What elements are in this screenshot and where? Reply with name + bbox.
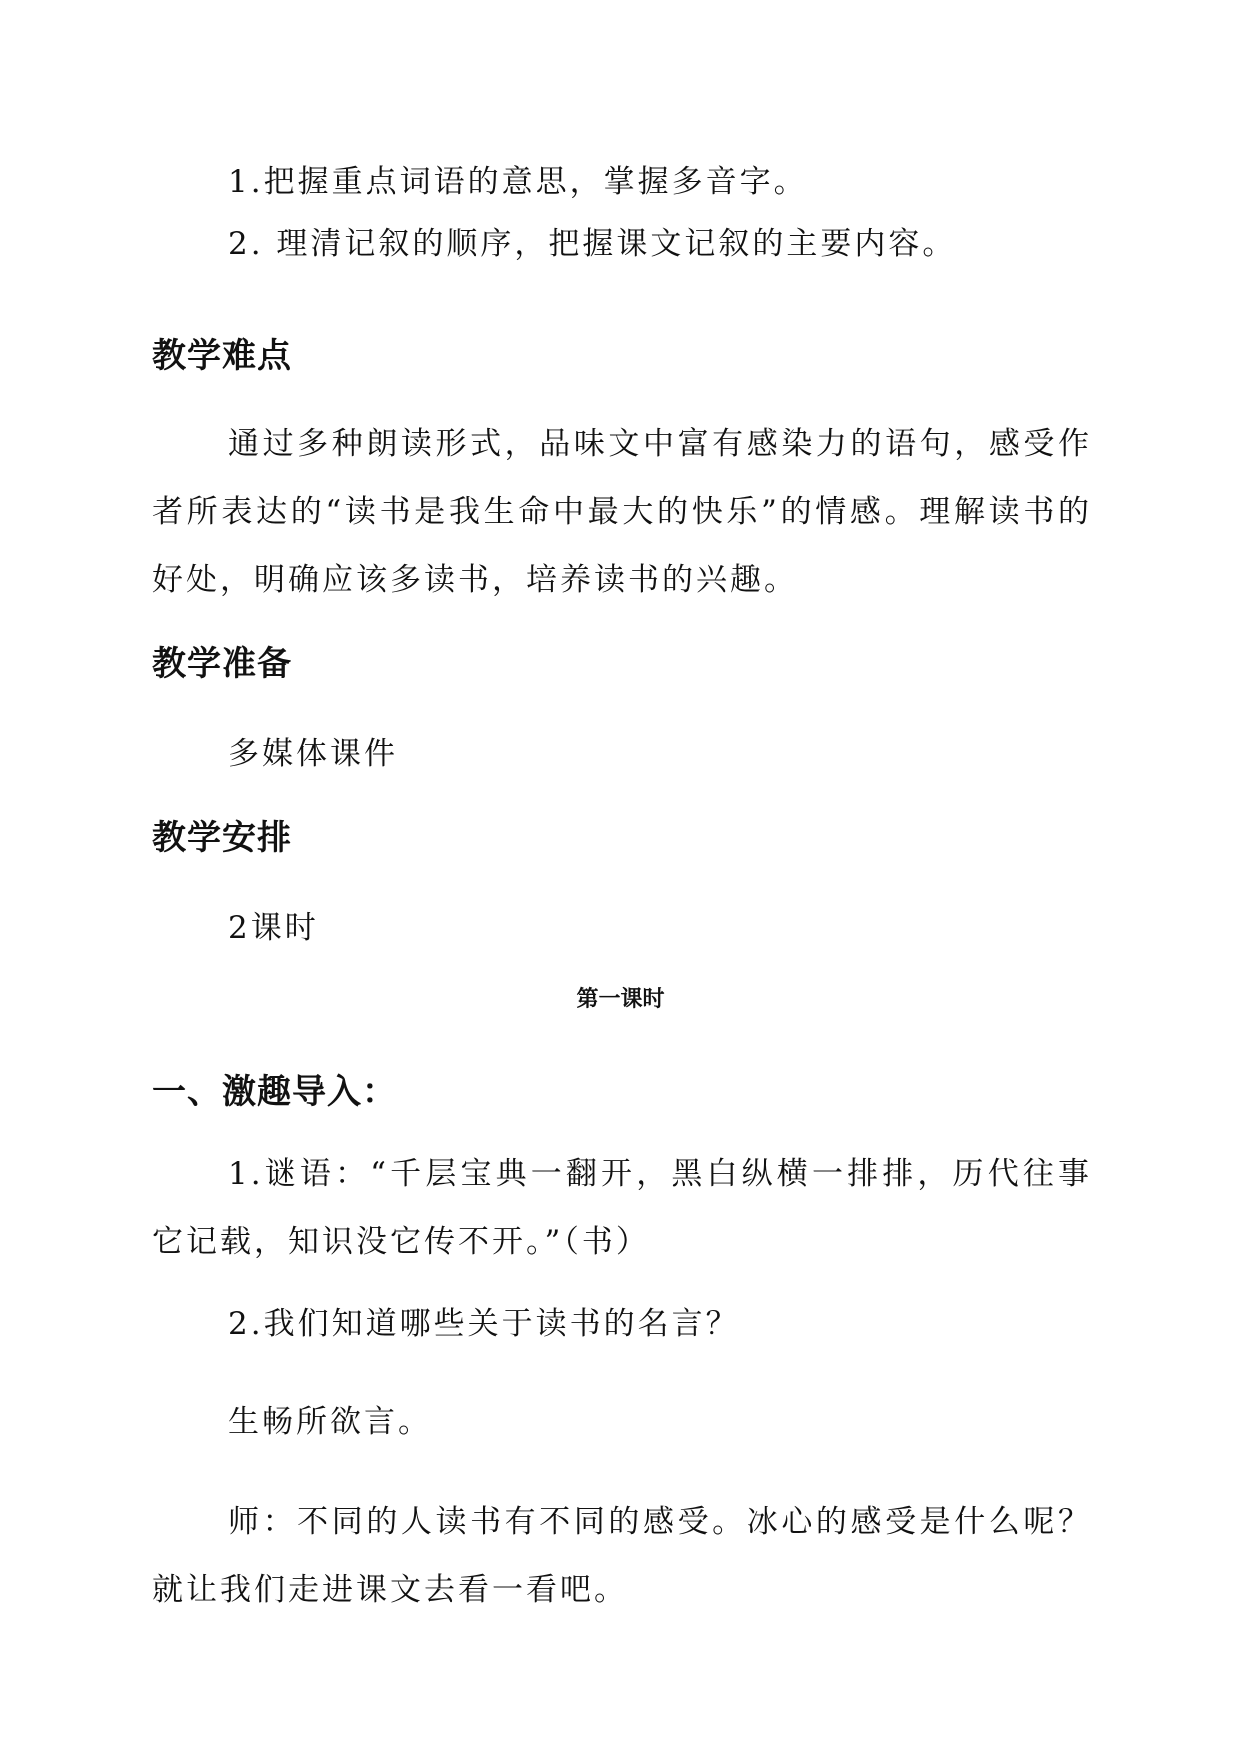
objective-item-2: 2. 理清记叙的顺序，把握课文记叙的主要内容。 — [228, 226, 957, 262]
preparation-text: 多媒体课件 — [228, 736, 398, 772]
difficulty-heading: 教学难点 — [152, 336, 292, 376]
intro-teacher: 师：不同的人读书有不同的感受。冰心的感受是什么呢？就让我们走进课文去看一看吧。 — [152, 1504, 1092, 1608]
intro-riddle: 1.谜语：“千层宝典一翻开，黑白纵横一排排，历代往事它记载，知识没它传不开。”（书） — [152, 1156, 1092, 1260]
arrangement-text: 2课时 — [228, 910, 319, 946]
intro-student: 生畅所欲言。 — [228, 1404, 432, 1440]
difficulty-text: 通过多种朗读形式，品味文中富有感染力的语句，感受作者所表达的“读书是我生命中最大的快乐”的情感。理解读书的好处，明确应该多读书，培养读书的兴趣。 — [152, 426, 1092, 598]
preparation-heading: 教学准备 — [152, 644, 292, 684]
intro-heading: 一、激趣导入： — [152, 1072, 397, 1112]
arrangement-heading: 教学安排 — [152, 818, 292, 858]
lesson-title: 第一课时 — [576, 987, 665, 1012]
intro-question: 2.我们知道哪些关于读书的名言？ — [228, 1306, 740, 1342]
objective-item-1: 1.把握重点词语的意思，掌握多音字。 — [228, 164, 808, 200]
